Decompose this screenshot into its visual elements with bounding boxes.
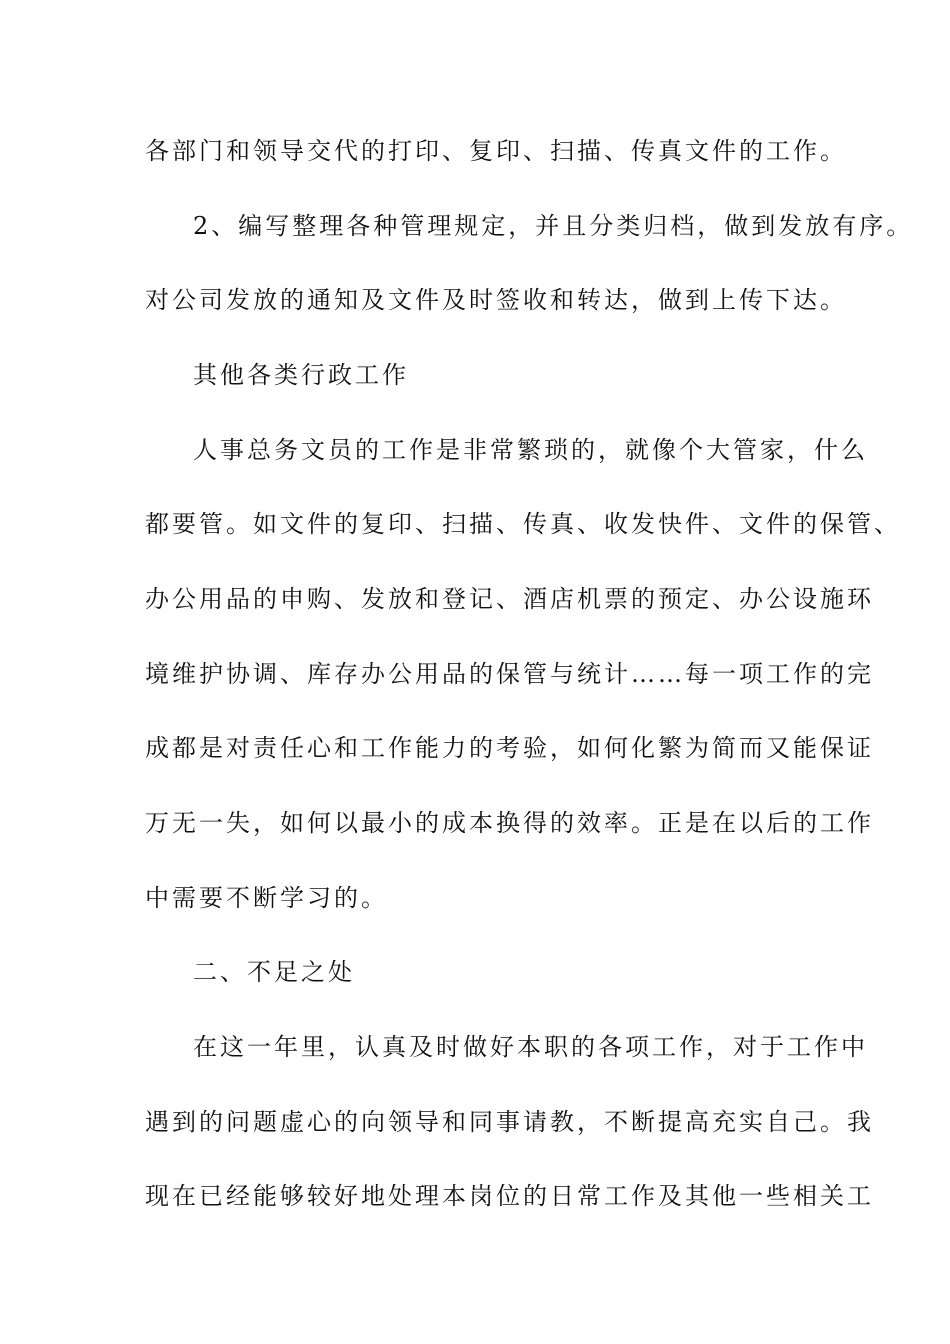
text-line: 中需要不断学习的。 bbox=[145, 884, 388, 912]
section-heading: 二、不足之处 bbox=[193, 958, 355, 986]
text-line: 境维护协调、库存办公用品的保管与统计……每一项工作的完 bbox=[145, 660, 874, 688]
text-line: 万无一失，如何以最小的成本换得的效率。正是在以后的工作 bbox=[145, 809, 874, 837]
text-line: 在这一年里，认真及时做好本职的各项工作，对于工作中 bbox=[193, 1033, 868, 1061]
text-line: 遇到的问题虚心的向领导和同事请教，不断提高充实自己。我 bbox=[145, 1108, 874, 1136]
text-line: 成都是对责任心和工作能力的考验，如何化繁为简而又能保证 bbox=[145, 734, 874, 762]
text-line: 对公司发放的通知及文件及时签收和转达，做到上传下达。 bbox=[145, 286, 847, 314]
section-heading: 其他各类行政工作 bbox=[193, 361, 409, 389]
text-line: 都要管。如文件的复印、扫描、传真、收发快件、文件的保管、 bbox=[145, 510, 901, 538]
text-line: 办公用品的申购、发放和登记、酒店机票的预定、办公设施环 bbox=[145, 585, 874, 613]
text-line: 人事总务文员的工作是非常繁琐的，就像个大管家，什么 bbox=[193, 436, 868, 464]
text-line: 2、编写整理各种管理规定，并且分类归档，做到发放有序。 bbox=[193, 212, 914, 240]
text-line: 现在已经能够较好地处理本岗位的日常工作及其他一些相关工 bbox=[145, 1182, 874, 1210]
text-line: 各部门和领导交代的打印、复印、扫描、传真文件的工作。 bbox=[145, 137, 847, 165]
